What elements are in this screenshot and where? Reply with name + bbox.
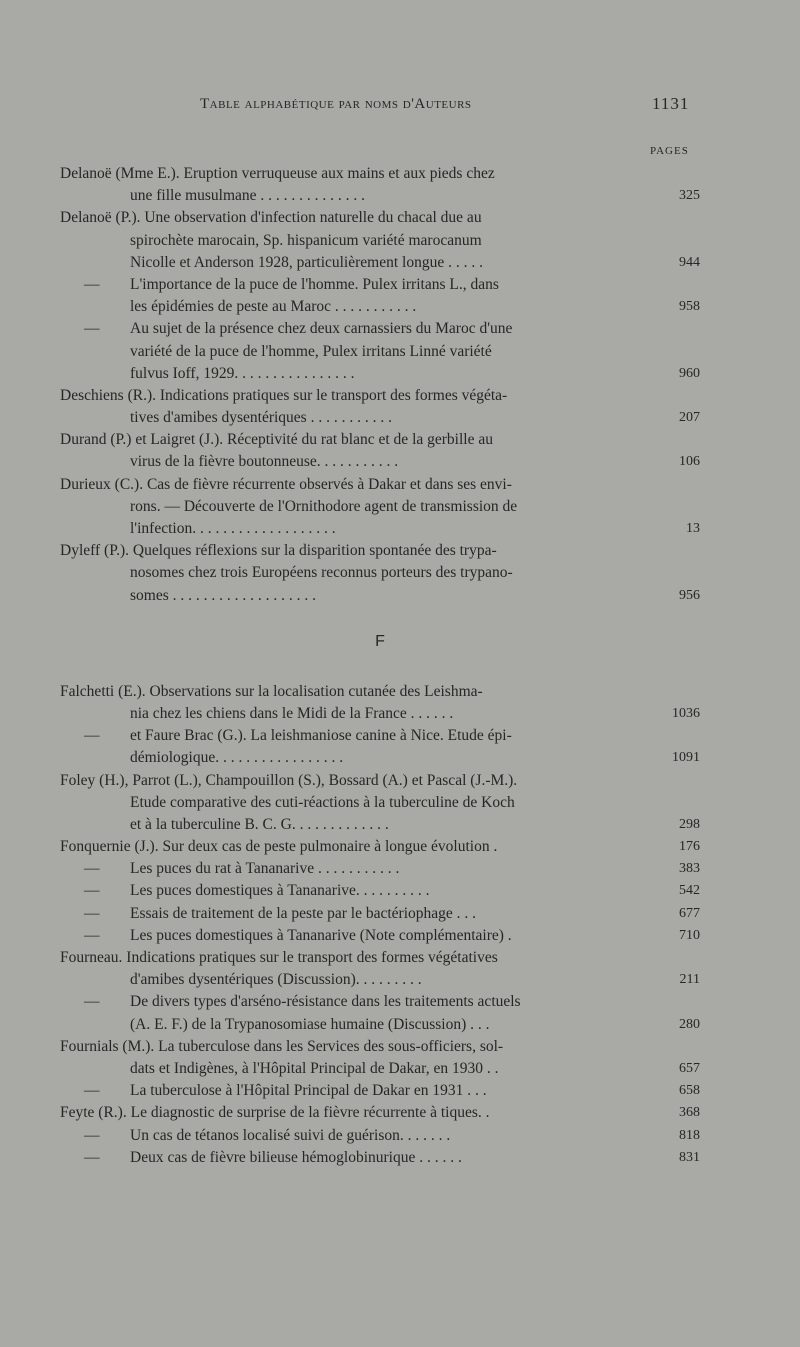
entry-line <box>60 703 700 725</box>
section-letter-f: F <box>375 632 385 650</box>
author-entry-text: Foley (H.), Parrot (L.), Champouillon (S.), Bossard (A.) et Pascal (J.-M.). <box>60 771 518 789</box>
page-reference: 207 <box>679 410 700 426</box>
page-reference: 1091 <box>672 750 700 766</box>
page-reference: 658 <box>679 1083 700 1099</box>
page-reference: 958 <box>679 299 700 315</box>
entry-line <box>60 725 700 747</box>
ditto-dash: — <box>84 320 100 338</box>
author-entry-text: Fourneau. Indications pratiques sur le transport des formes végétatives <box>60 949 498 966</box>
entry-line <box>60 681 700 703</box>
entry-text: spirochète marocain, Sp. hispanicum variété marocanum <box>130 231 482 249</box>
entry-line <box>60 274 700 296</box>
page-reference: 280 <box>679 1016 700 1032</box>
index-entry <box>60 1036 700 1103</box>
entry-line <box>60 185 700 207</box>
entry-line <box>60 991 700 1013</box>
entry-line <box>60 947 700 969</box>
page-reference: 298 <box>679 816 700 832</box>
entry-text: Essais de traitement de la peste par le bactériophage . . . <box>130 904 477 922</box>
author-entry-text: Durieux (C.). Cas de fièvre récurrente observés à Dakar et dans ses envi- <box>60 475 512 493</box>
index-entry <box>60 836 700 947</box>
entry-text: tives d'amibes dysentériques . . . . . . . . . . . <box>130 409 392 427</box>
entry-text: fulvus Ioff, 1929. . . . . . . . . . . . . . . . <box>130 364 355 382</box>
index-entry <box>60 163 700 207</box>
entry-line <box>60 814 700 836</box>
entry-line <box>60 562 700 584</box>
author-entry-text: Falchetti (E.). Observations sur la localisation cutanée des Leishma- <box>60 682 483 700</box>
page-reference: 818 <box>679 1127 700 1143</box>
ditto-dash: — <box>84 727 100 745</box>
entry-line <box>60 1102 700 1124</box>
author-entry-text: Feyte (R.). Le diagnostic de surprise de la fièvre récurrente à tiques. . <box>60 1104 490 1122</box>
page-reference: 956 <box>679 587 700 603</box>
entry-line <box>60 474 700 496</box>
entry-text: somes . . . . . . . . . . . . . . . . . . . <box>130 586 316 604</box>
index-entry <box>60 540 700 607</box>
entry-line <box>60 296 700 318</box>
entry-text: Nicolle et Anderson 1928, particulièrement longue . . . . . <box>130 253 483 271</box>
entry-line <box>60 496 700 518</box>
entry-text: l'infection. . . . . . . . . . . . . . . . . . . <box>130 520 336 537</box>
author-index <box>60 163 700 1169</box>
author-entry-text: Durand (P.) et Laigret (J.). Réceptivité du rat blanc et de la gerbille au <box>60 431 493 449</box>
entry-text: Au sujet de la présence chez deux carnassiers du Maroc d'une <box>130 320 513 338</box>
page-number: 1131 <box>652 94 690 113</box>
entry-line <box>60 903 700 925</box>
entry-text: nia chez les chiens dans le Midi de la France . . . . . . <box>130 704 454 722</box>
entry-line <box>60 1080 700 1102</box>
entries-f <box>60 681 700 1169</box>
entry-text: les épidémies de peste au Maroc . . . . . . . . . . . <box>130 298 417 316</box>
entry-line <box>60 1058 700 1080</box>
entry-line <box>60 518 700 540</box>
ditto-dash: — <box>84 993 100 1011</box>
entry-line <box>60 540 700 562</box>
entry-line <box>60 585 700 607</box>
index-entry <box>60 474 700 541</box>
ditto-dash: — <box>84 904 100 922</box>
pages-column-label: PAGES <box>650 145 689 157</box>
entry-line <box>60 230 700 252</box>
page-reference: 13 <box>686 521 700 536</box>
author-entry-text: Delanoë (Mme E.). Eruption verruqueuse aux mains et aux pieds chez <box>60 165 495 182</box>
index-entry <box>60 681 700 770</box>
entry-text: démiologique. . . . . . . . . . . . . . . . . <box>130 749 344 767</box>
ditto-dash: — <box>84 1126 100 1144</box>
entry-text: La tuberculose à l'Hôpital Principal de Dakar en 1931 . . . <box>130 1082 487 1100</box>
entry-line <box>60 207 700 229</box>
page-reference: 831 <box>679 1149 700 1165</box>
entry-line <box>60 792 700 814</box>
entry-text: Deux cas de fièvre bilieuse hémoglobinurique . . . . . . <box>130 1148 462 1166</box>
entry-line <box>60 407 700 429</box>
entry-line <box>60 1036 700 1058</box>
entry-text: dats et Indigènes, à l'Hôpital Principal de Dakar, en 1930 . . <box>130 1059 499 1077</box>
entry-line <box>60 1147 700 1169</box>
author-entry-text: Fournials (M.). La tuberculose dans les Services des sous-officiers, sol- <box>60 1037 504 1055</box>
page-reference: 657 <box>679 1060 700 1076</box>
page-reference: 710 <box>679 927 700 943</box>
ditto-dash: — <box>84 1082 100 1100</box>
entry-line <box>60 385 700 407</box>
index-entry <box>60 947 700 1036</box>
entry-line <box>60 1014 700 1036</box>
entry-text: Les puces domestiques à Tananarive. . . . . . . . . . <box>130 882 430 900</box>
entry-line <box>60 363 700 385</box>
entry-line <box>60 880 700 902</box>
entry-text: et à la tuberculine B. C. G. . . . . . . . . . . . . <box>130 815 389 833</box>
entry-line <box>60 163 700 185</box>
page-reference: 1036 <box>672 705 700 721</box>
entry-line <box>60 429 700 451</box>
author-entry-text: Deschiens (R.). Indications pratiques sur le transport des formes végéta- <box>60 386 508 404</box>
entry-text: L'importance de la puce de l'homme. Pulex irritans L., dans <box>130 275 499 293</box>
ditto-dash: — <box>84 860 100 878</box>
author-entry-text: Delanoë (P.). Une observation d'infection naturelle du chacal due au <box>60 209 482 227</box>
ditto-dash: — <box>84 275 100 293</box>
page-reference: 176 <box>679 839 700 855</box>
page-reference: 960 <box>679 365 700 381</box>
author-entry-text: Dyleff (P.). Quelques réflexions sur la disparition spontanée des trypa- <box>60 542 497 560</box>
index-entry <box>60 207 700 385</box>
ditto-dash: — <box>84 882 100 900</box>
entry-line <box>60 747 700 769</box>
entry-text: Etude comparative des cuti-réactions à la tuberculine de Koch <box>130 793 515 811</box>
entry-line <box>60 252 700 274</box>
entry-line <box>60 836 700 858</box>
page-reference: 211 <box>679 972 700 988</box>
entry-text: De divers types d'arséno-résistance dans les traitements actuels <box>130 993 521 1011</box>
entry-text: rons. — Découverte de l'Ornithodore agent de transmission de <box>130 497 518 515</box>
entry-line <box>60 858 700 880</box>
entry-text: une fille musulmane . . . . . . . . . . . . . . <box>130 187 366 205</box>
entry-text: variété de la puce de l'homme, Pulex irritans Linné variété <box>130 342 492 360</box>
entry-line <box>60 969 700 991</box>
page-reference: 368 <box>679 1105 700 1121</box>
entry-text: Un cas de tétanos localisé suivi de guérison. . . . . . . <box>130 1126 451 1144</box>
entries-d <box>60 163 700 607</box>
entry-text: (A. E. F.) de la Trypanosomiase humaine (Discussion) . . . <box>130 1015 490 1033</box>
entry-line <box>60 318 700 340</box>
page-reference: 106 <box>679 454 700 470</box>
entry-line <box>60 770 700 792</box>
index-entry <box>60 429 700 473</box>
entry-line <box>60 1125 700 1147</box>
ditto-dash: — <box>84 1148 100 1166</box>
page-reference: 944 <box>679 254 700 270</box>
entry-line <box>60 925 700 947</box>
entry-text: d'amibes dysentériques (Discussion). . . . . . . . . <box>130 971 422 989</box>
entry-text: nosomes chez trois Européens reconnus porteurs des trypano- <box>130 564 513 582</box>
entry-text: Les puces domestiques à Tananarive (Note complémentaire) . <box>130 926 512 944</box>
entry-line <box>60 451 700 473</box>
ditto-dash: — <box>84 926 100 944</box>
entry-text: virus de la fièvre boutonneuse. . . . . . . . . . . <box>130 453 399 471</box>
entry-text: et Faure Brac (G.). La leishmaniose canine à Nice. Etude épi- <box>130 727 512 745</box>
author-entry-text: Fonquernie (J.). Sur deux cas de peste pulmonaire à longue évolution . <box>60 838 498 856</box>
page-reference: 677 <box>679 905 700 921</box>
index-entry <box>60 1102 700 1169</box>
page-reference: 383 <box>679 861 700 877</box>
page-reference: 542 <box>679 883 700 899</box>
index-entry <box>60 770 700 837</box>
page-reference: 325 <box>679 188 700 204</box>
index-entry <box>60 385 700 429</box>
entry-line <box>60 341 700 363</box>
entry-text: Les puces du rat à Tananarive . . . . . . . . . . . <box>130 860 400 878</box>
running-header: Table alphabétique par noms d'Auteurs <box>200 96 472 112</box>
